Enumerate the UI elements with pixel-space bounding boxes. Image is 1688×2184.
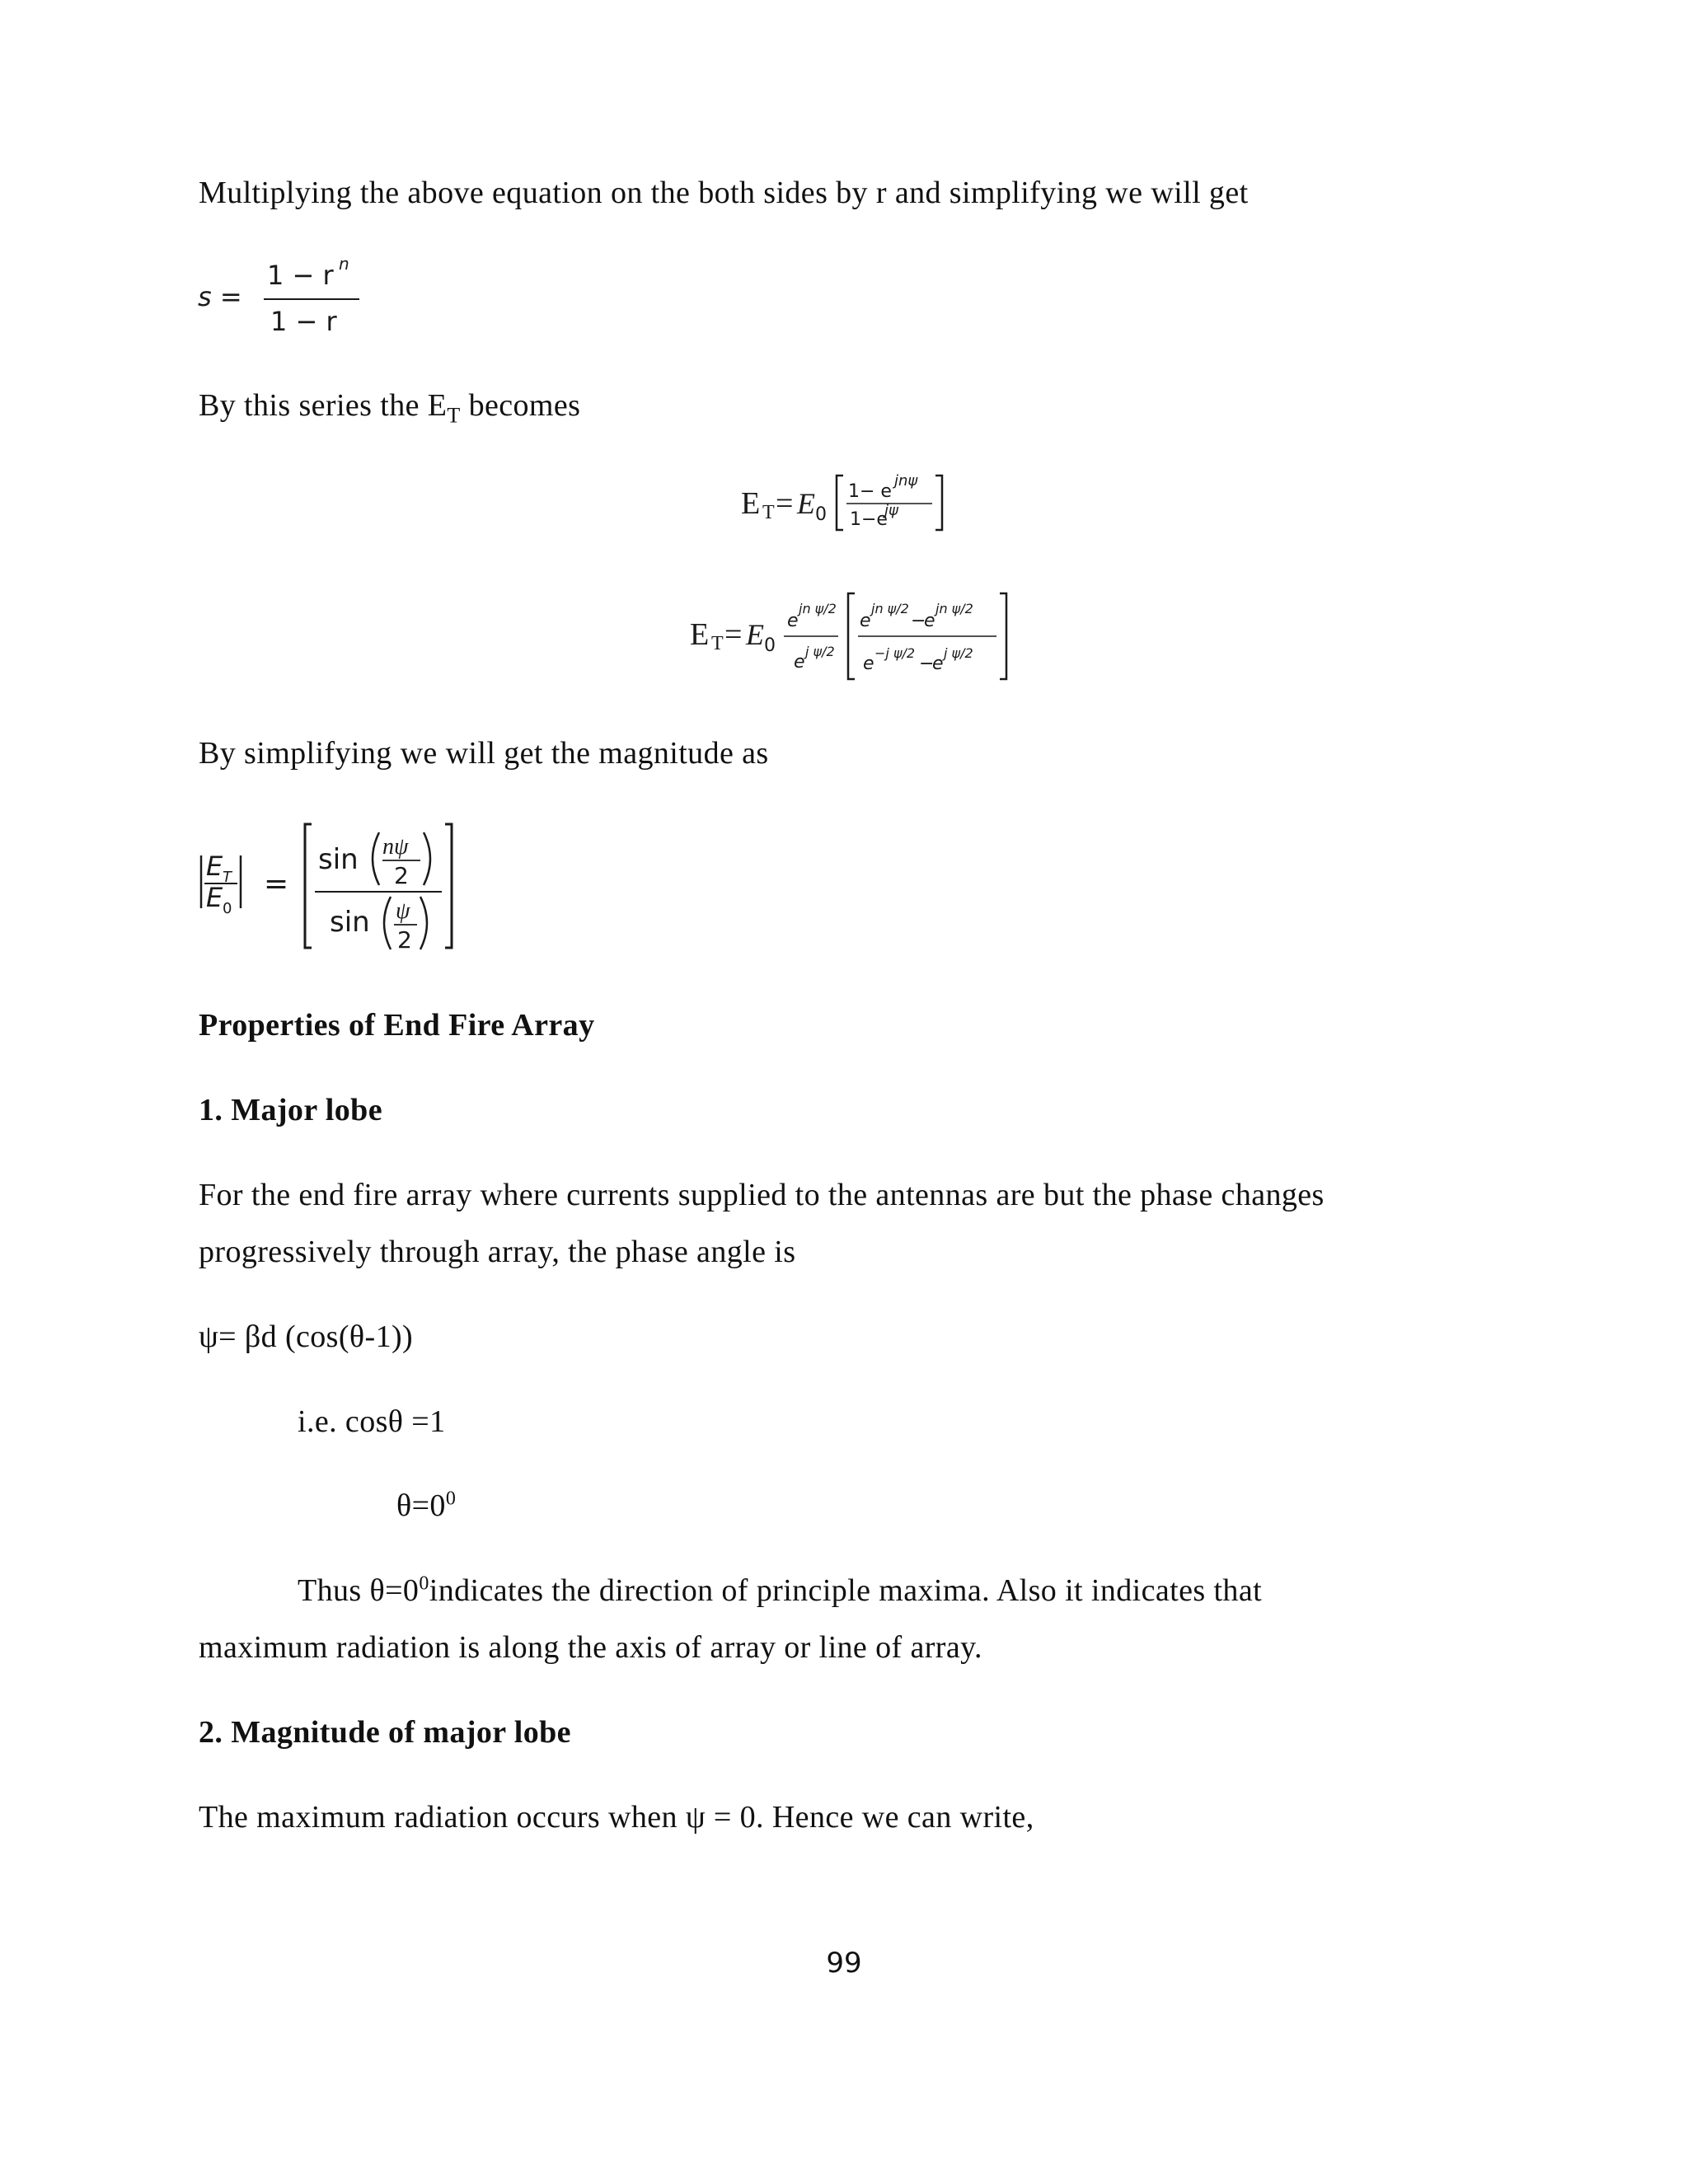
heading-properties-end-fire-array: Properties of End Fire Array: [199, 1008, 595, 1043]
eq-s-lhs: s =: [198, 281, 242, 312]
paragraph-maximum-radiation: The maximum radiation occurs when ψ = 0. Hence we can write,: [199, 1800, 1034, 1835]
svg-text:1−e: 1−e: [850, 509, 888, 530]
svg-text:0: 0: [223, 900, 232, 917]
equation-cos-theta: i.e. cosθ =1: [298, 1404, 446, 1439]
svg-text:sin: sin: [318, 843, 359, 876]
paragraph-by-simplifying: By simplifying we will get the magnitude as: [199, 736, 769, 771]
svg-text:−j ψ/2: −j ψ/2: [874, 645, 916, 661]
eq-s-numerator: 1 − r: [267, 260, 334, 291]
svg-text:e: e: [794, 652, 805, 673]
svg-text:−: −: [911, 611, 926, 631]
svg-text:ψ: ψ: [396, 898, 410, 924]
svg-text:e: e: [863, 654, 874, 674]
svg-text:e: e: [787, 611, 799, 631]
equation-geometric-sum: [195, 251, 376, 342]
svg-text:j ψ/2: j ψ/2: [805, 644, 835, 659]
svg-text:jn ψ/2: jn ψ/2: [871, 601, 909, 616]
equation-theta-zero: $\theta=0^0$: [396, 1488, 457, 1523]
equation-et-second: [687, 577, 1016, 692]
heading-magnitude-major-lobe: 2. Magnitude of major lobe: [199, 1715, 571, 1750]
equation-et-first: [738, 466, 968, 540]
svg-text:0: 0: [815, 504, 827, 525]
paragraph-end-fire-line2: progressively through array, the phase angle is: [199, 1235, 796, 1269]
svg-text:E: E: [206, 851, 223, 882]
paragraph-thus-line1: Thus $\theta=0^0indicates$ the direction of principle maxima. Also it indicates that: [298, 1572, 1263, 1608]
svg-text:e: e: [860, 611, 871, 631]
svg-text:=: =: [724, 617, 743, 652]
heading-major-lobe: 1. Major lobe: [199, 1093, 382, 1127]
svg-text:2: 2: [397, 926, 412, 954]
paragraph-by-this-series: By this series the $E_T$ becomes: [199, 388, 581, 428]
svg-text:nψ: nψ: [382, 834, 409, 860]
svg-text:E: E: [690, 617, 710, 652]
page-number: 99: [826, 1947, 862, 1980]
svg-text:=: =: [776, 486, 794, 521]
svg-text:T: T: [223, 869, 232, 886]
svg-text:2: 2: [394, 862, 409, 889]
svg-text:T: T: [762, 502, 775, 523]
paragraph-end-fire-line1: For the end fire array where currents supplied to the antennas are but the phase changes: [199, 1178, 1325, 1212]
svg-text:e: e: [924, 611, 935, 631]
paragraph-thus-line2: maximum radiation is along the axis of array or line of array.: [199, 1630, 982, 1665]
svg-text:E: E: [206, 882, 223, 913]
svg-text:0: 0: [764, 635, 776, 656]
eq-s-denominator: 1 − r: [270, 306, 337, 337]
svg-text:j ψ/2: j ψ/2: [944, 645, 973, 661]
svg-text:T: T: [711, 633, 724, 654]
svg-text:e: e: [932, 654, 944, 674]
svg-text:sin: sin: [330, 906, 370, 939]
svg-text:E: E: [746, 618, 764, 651]
svg-text:−: −: [919, 654, 935, 674]
svg-text:jψ: jψ: [884, 502, 898, 519]
eq-s-numerator-exponent: n: [339, 254, 349, 274]
paragraph-multiplying: Multiplying the above equation on the both sides by r and simplifying we will get: [199, 176, 1249, 210]
svg-text:1− e: 1− e: [848, 481, 892, 502]
equation-psi: ψ= βd (cos(θ-1)): [199, 1319, 414, 1354]
svg-text:jn ψ/2: jn ψ/2: [799, 601, 837, 616]
svg-text:=: =: [264, 867, 289, 901]
equation-magnitude: [195, 816, 467, 956]
svg-text:E: E: [797, 487, 815, 520]
svg-text:jn ψ/2: jn ψ/2: [935, 601, 973, 616]
svg-text:E: E: [741, 486, 761, 521]
svg-text:jnψ: jnψ: [894, 472, 918, 490]
